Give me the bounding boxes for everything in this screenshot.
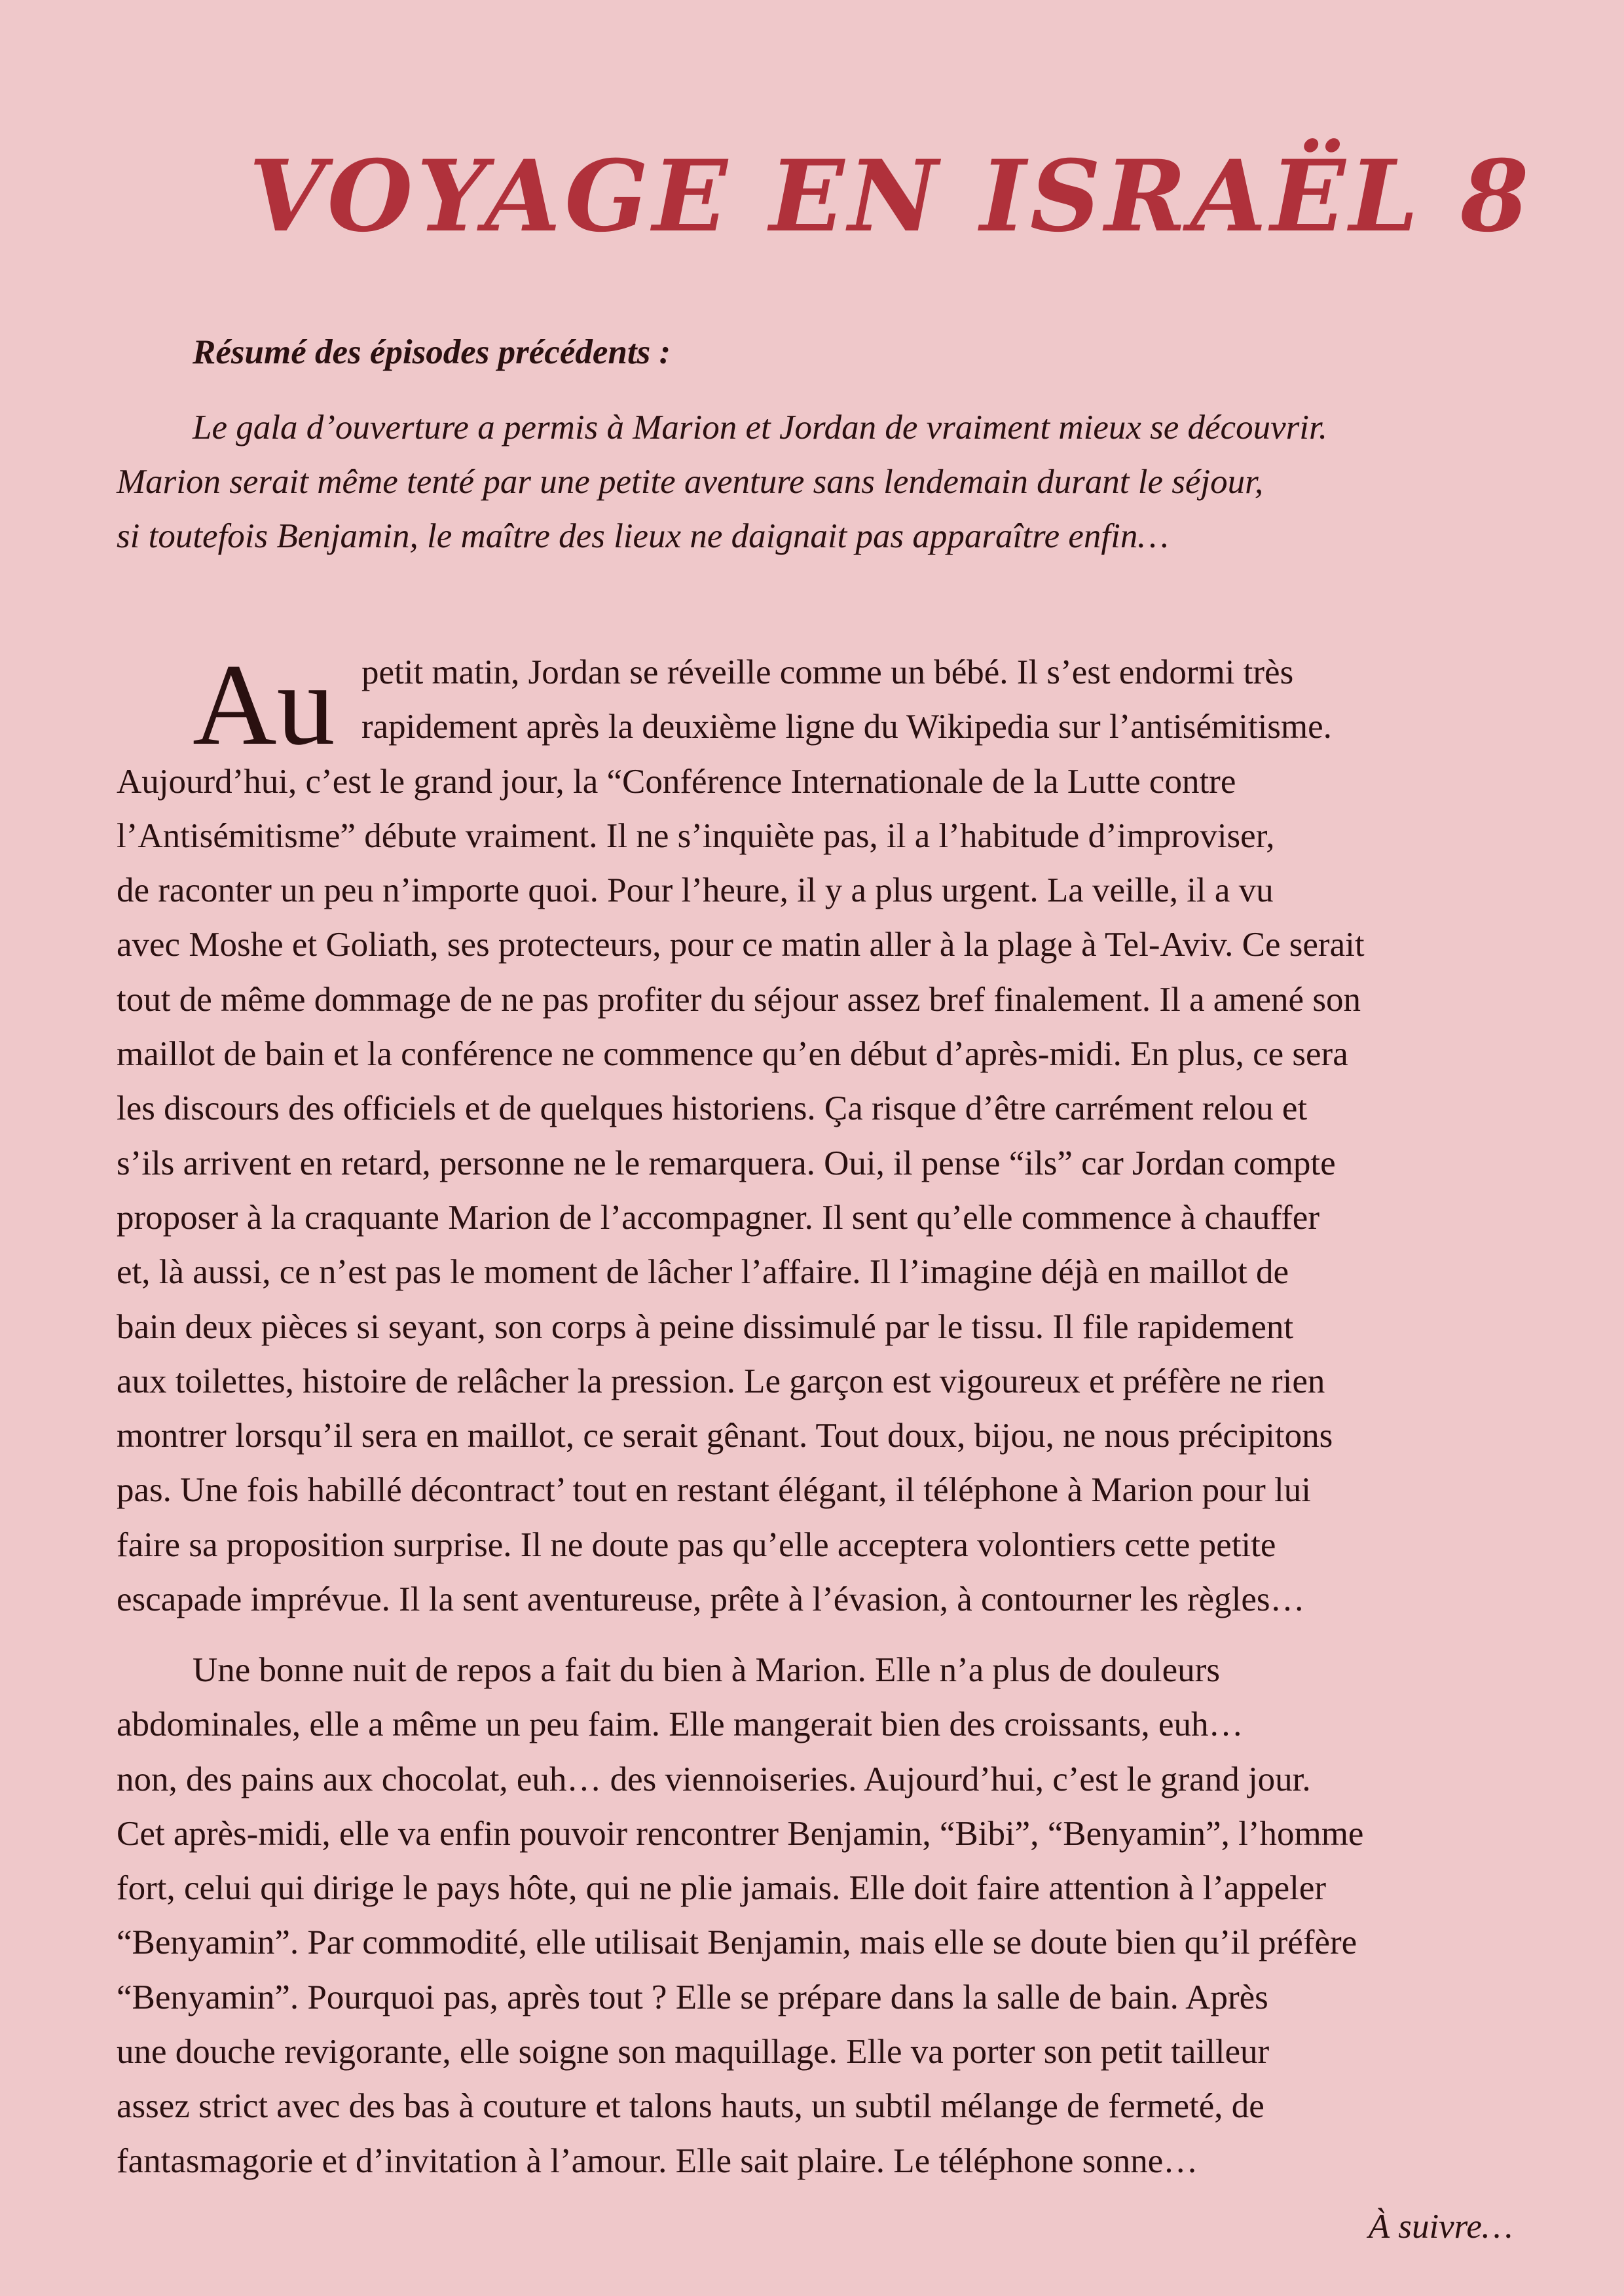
- story-paragraph-1: [117, 640, 1518, 1627]
- paragraph-line: escapade imprévue. Il la sent aventureuse, prête à l’évasion, à contourner les règles…: [117, 1580, 1305, 1619]
- to-be-continued: À suivre…: [1368, 2208, 1513, 2246]
- page-title: VOYAGE EN ISRAËL 8: [249, 139, 1533, 254]
- paragraph-line: tout de même dommage de ne pas profiter du séjour assez bref finalement. Il a amené son: [117, 980, 1361, 1019]
- paragraph-line: abdominales, elle a même un peu faim. Elle mangerait bien des croissants, euh…: [117, 1705, 1244, 1744]
- story-paragraph-2: [117, 1643, 1518, 2189]
- paragraph-line: Cet après-midi, elle va enfin pouvoir rencontrer Benjamin, “Bibi”, “Benyamin”, l’homme: [117, 1814, 1364, 1853]
- paragraph-line: aux toilettes, histoire de relâcher la pression. Le garçon est vigoureux et préfère ne rien: [117, 1362, 1325, 1400]
- paragraph-line: bain deux pièces si seyant, son corps à peine dissimulé par le tissu. Il file rapidement: [117, 1307, 1294, 1346]
- paragraph-line: non, des pains aux chocolat, euh… des viennoiseries. Aujourd’hui, c’est le grand jour.: [117, 1760, 1311, 1798]
- paragraph-line: fantasmagorie et d’invitation à l’amour. Elle sait plaire. Le téléphone sonne…: [117, 2141, 1198, 2180]
- paragraph-line: et, là aussi, ce n’est pas le moment de lâcher l’affaire. Il l’imagine déjà en maillot de: [117, 1253, 1289, 1292]
- paragraph-line: maillot de bain et la conférence ne commence qu’en début d’après-midi. En plus, ce sera: [117, 1035, 1348, 1074]
- paragraph-line: assez strict avec des bas à couture et talons hauts, un subtil mélange de fermeté, de: [117, 2087, 1264, 2126]
- drop-cap: Au: [193, 640, 335, 769]
- paragraph-line: Aujourd’hui, c’est le grand jour, la “Conférence Internationale de la Lutte contre: [117, 762, 1236, 801]
- paragraph-line: avec Moshe et Goliath, ses protecteurs, pour ce matin aller à la plage à Tel-Aviv. Ce serait: [117, 926, 1365, 964]
- paragraph-line: “Benyamin”. Pourquoi pas, après tout ? Elle se prépare dans la salle de bain. Après: [117, 1978, 1268, 2016]
- paragraph-line: l’Antisémitisme” débute vraiment. Il ne s’inquiète pas, il a l’habitude d’improviser,: [117, 816, 1275, 855]
- recap-line: Marion serait même tenté par une petite aventure sans lendemain durant le séjour,: [117, 463, 1264, 501]
- paragraph-line: les discours des officiels et de quelques historiens. Ça risque d’être carrément relou et: [117, 1089, 1308, 1128]
- paragraph-line: “Benyamin”. Par commodité, elle utilisait Benjamin, mais elle se doute bien qu’il préfère: [117, 1923, 1357, 1962]
- paragraph-line: petit matin, Jordan se réveille comme un bébé. Il s’est endormi très: [361, 653, 1294, 691]
- paragraph-line: de raconter un peu n’importe quoi. Pour l’heure, il y a plus urgent. La veille, il a vu: [117, 871, 1274, 910]
- paragraph-line: faire sa proposition surprise. Il ne doute pas qu’elle acceptera volontiers cette petite: [117, 1525, 1276, 1564]
- paragraph-line: pas. Une fois habillé décontract’ tout en restant élégant, il téléphone à Marion pour lui: [117, 1471, 1311, 1510]
- paragraph-line: rapidement après la deuxième ligne du Wikipedia sur l’antisémitisme.: [361, 708, 1332, 746]
- paragraph-line: proposer à la craquante Marion de l’accompagner. Il sent qu’elle commence à chauffer: [117, 1198, 1320, 1237]
- recap-summary: [117, 401, 1518, 564]
- recap-line: Le gala d’ouverture a permis à Marion et Jordan de vraiment mieux se découvrir.: [193, 409, 1327, 446]
- recap-line: si toutefois Benjamin, le maître des lieux ne daignait pas apparaître enfin…: [117, 517, 1169, 555]
- paragraph-line: montrer lorsqu’il sera en maillot, ce serait gênant. Tout doux, bijou, ne nous précipitons: [117, 1417, 1333, 1455]
- recap-heading: Résumé des épisodes précédents :: [193, 333, 671, 371]
- paragraph-line: fort, celui qui dirige le pays hôte, qui ne plie jamais. Elle doit faire attention à l’appeler: [117, 1869, 1327, 1908]
- paragraph-line: une douche revigorante, elle soigne son maquillage. Elle va porter son petit tailleur: [117, 2033, 1270, 2071]
- paragraph-line: s’ils arrivent en retard, personne ne le remarquera. Oui, il pense “ils” car Jordan compte: [117, 1144, 1336, 1182]
- paragraph-line: Une bonne nuit de repos a fait du bien à Marion. Elle n’a plus de douleurs: [193, 1651, 1220, 1689]
